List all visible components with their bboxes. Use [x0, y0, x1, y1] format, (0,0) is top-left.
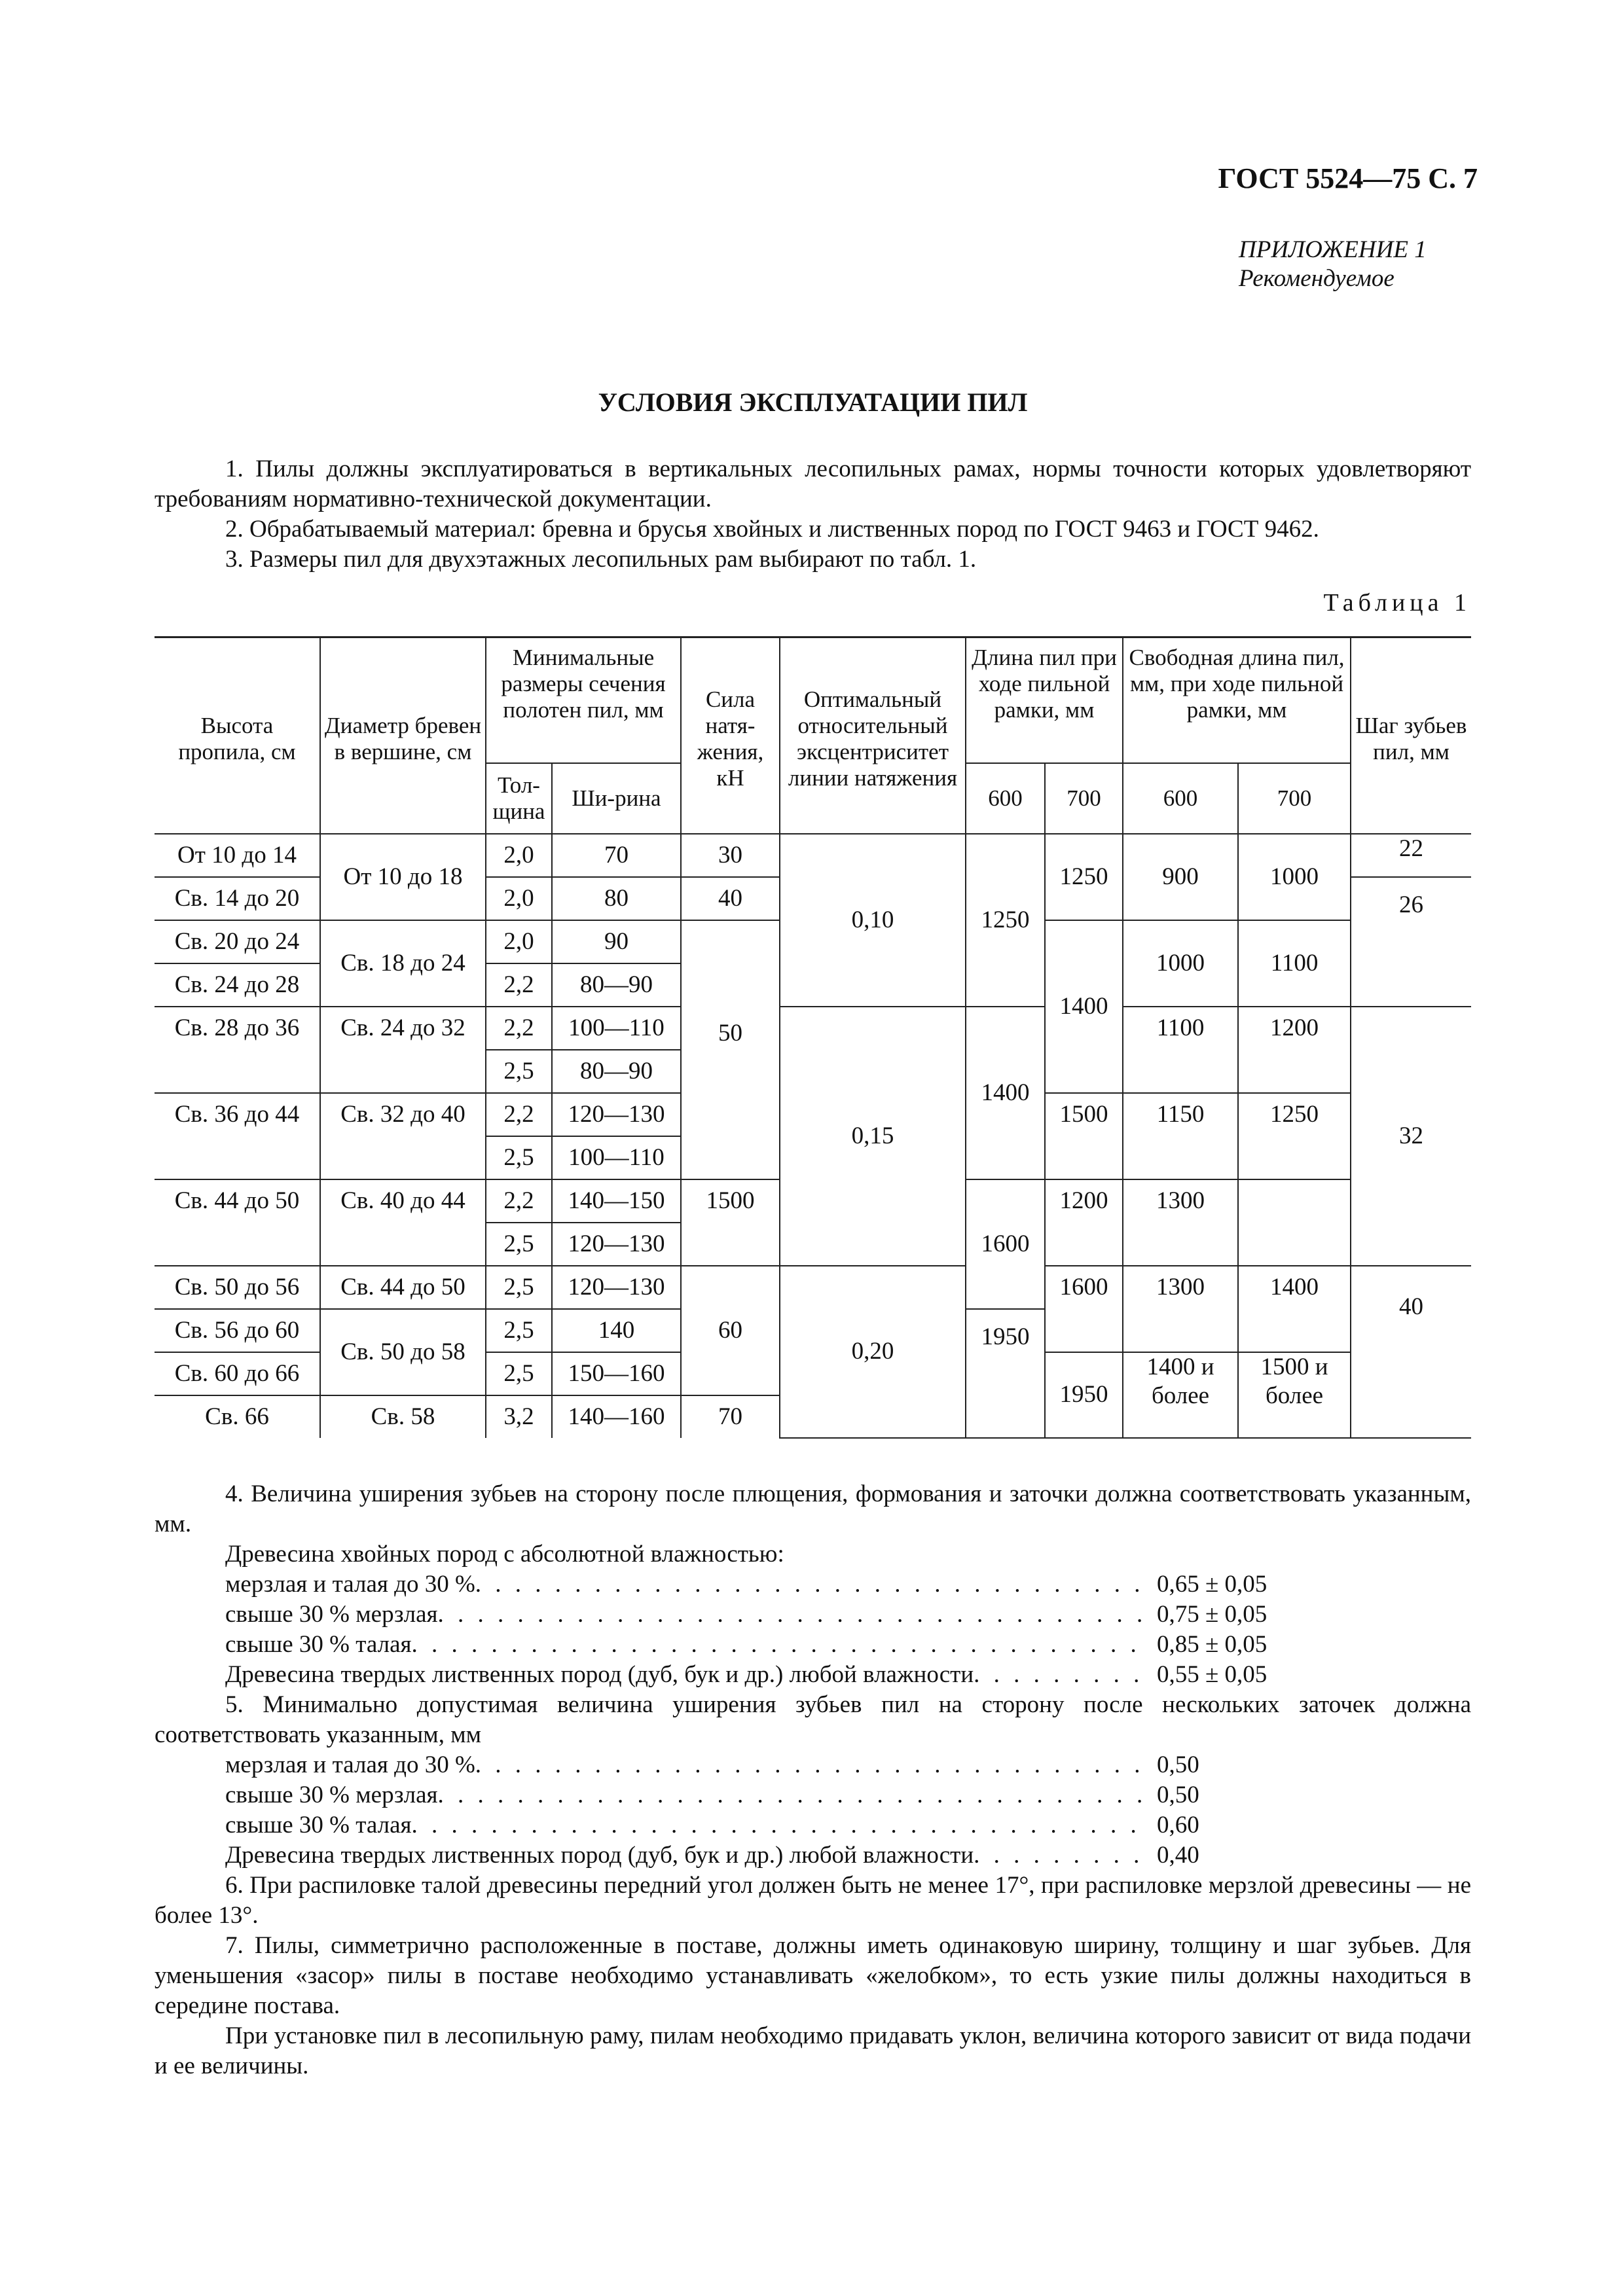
item-value: 0,75 ± 0,05 [1157, 1601, 1267, 1628]
header-free-length: Свободная длина пил, мм, при ходе пильной рамки, мм [1123, 637, 1351, 763]
cell-free-700: 1300 [1123, 1179, 1238, 1266]
leader-dots [475, 1750, 1144, 1780]
leader-dots [974, 1840, 1144, 1871]
appendix-title: ПРИЛОЖЕНИЕ 1 [1239, 236, 1427, 263]
page-header: ГОСТ 5524—75 С. 7 [1218, 162, 1478, 194]
saw-size-table [155, 636, 1471, 1439]
cell-thickness: 3,2 [486, 1395, 552, 1438]
cell-thickness: 2,2 [486, 1007, 552, 1050]
cell-thickness: 2,5 [486, 1352, 552, 1395]
cell-thickness: 2,5 [486, 1223, 552, 1266]
cell-height: Св. 20 до 24 [155, 920, 320, 963]
leader-dots [438, 1600, 1144, 1630]
dotted-line [155, 1750, 1471, 1780]
cell-diameter: Св. 18 до 24 [320, 920, 486, 1007]
cell-eccentricity: 0,15 [780, 1007, 966, 1266]
cell-width: 80—90 [552, 1050, 681, 1093]
item-value: 0,55 ± 0,05 [1157, 1661, 1267, 1688]
paragraph-8: При установке пил в лесопильную раму, пилам необходимо придавать уклон, величина которого зависит от вида подачи и ее величины. [155, 2022, 1471, 2079]
document-title: УСЛОВИЯ ЭКСПЛУАТАЦИИ ПИЛ [598, 387, 1028, 417]
cell-height: Св. 44 до 50 [155, 1179, 320, 1266]
cell-tension: 70 [681, 1395, 780, 1438]
cell-free-600: 1150 [1123, 1093, 1238, 1179]
header-diameter: Диаметр бревен в вершине, см [320, 637, 486, 834]
header-stroke-600: 600 [966, 763, 1045, 834]
dotted-line [155, 1840, 1471, 1871]
leader-dots [438, 1780, 1144, 1810]
cell-width: 90 [552, 920, 681, 963]
dotted-line [155, 1780, 1471, 1810]
item-value: 0,60 [1157, 1812, 1199, 1839]
cell-free-600: 1200 [1045, 1179, 1123, 1266]
paragraph-4-subhead: Древесина хвойных пород с абсолютной влажностью: [225, 1541, 784, 1568]
cell-height: От 10 до 14 [155, 834, 320, 877]
cell-width: 100—110 [552, 1136, 681, 1179]
item-label: свыше 30 % мерзлая [225, 1601, 438, 1628]
cell-diameter: Св. 50 до 58 [320, 1309, 486, 1395]
cell-thickness: 2,5 [486, 1136, 552, 1179]
item-label: свыше 30 % талая [225, 1812, 412, 1839]
cell-width: 120—130 [552, 1266, 681, 1309]
cell-saw-600: 1250 [966, 834, 1045, 1007]
cell-free-600: 1300 [1123, 1266, 1238, 1352]
cell-free-600: 1000 [1123, 920, 1238, 1007]
cell-width: 80—90 [552, 963, 681, 1007]
cell-height: Св. 14 до 20 [155, 877, 320, 920]
leader-dots [412, 1630, 1144, 1660]
cell-width: 140—150 [552, 1179, 681, 1223]
header-saw-length: Длина пил при ходе пильной рамки, мм [966, 637, 1123, 763]
item-label: Древесина твердых лиственных пород (дуб, бук и др.) любой влажности [225, 1842, 974, 1869]
cell-eccentricity: 0,10 [780, 834, 966, 1007]
header-pitch: Шаг зубьев пил, мм [1351, 637, 1471, 834]
header-free-700: 700 [1238, 763, 1351, 834]
cell-height: Св. 56 до 60 [155, 1309, 320, 1352]
cell-width: 140—160 [552, 1395, 681, 1438]
intro-section [155, 454, 1471, 575]
cell-saw-600: 1600 [1045, 1266, 1123, 1352]
item-label: свыше 30 % талая [225, 1631, 412, 1658]
cell-free-700: 1500 и более [1238, 1352, 1351, 1438]
paragraph-1: 1. Пилы должны эксплуатироваться в вертикальных лесопильных рамах, нормы точности которых удовлетворяют требованиям нормативно-технической документации. [155, 456, 1471, 512]
cell-free-600: 1400 и более [1123, 1352, 1238, 1438]
paragraph-7: 7. Пилы, симметрично расположенные в поставе, должны иметь одинаковую ширину, толщину и шаг зубьев. Для уменьшения «засор» пилы в поставе необходимо устанавливать «желобком», то есть узкие пилы должны находиться в середине постава. [155, 1932, 1471, 2019]
paragraph-4: 4. Величина уширения зубьев на сторону после плющения, формования и заточки должна соответствовать указанным, мм. [155, 1480, 1471, 1537]
paragraph-6: 6. При распиловке талой древесины передний угол должен быть не менее 17°, при распиловке мерзлой древесины — не более 13°. [155, 1872, 1471, 1929]
cell-saw-600: 1500 [681, 1179, 780, 1266]
cell-width: 70 [552, 834, 681, 877]
cell-pitch: 22 [1351, 834, 1471, 877]
cell-height: Св. 36 до 44 [155, 1093, 320, 1179]
cell-width: 150—160 [552, 1352, 681, 1395]
cell-thickness: 2,5 [486, 1050, 552, 1093]
cell-eccentricity: 0,20 [780, 1266, 966, 1438]
cell-height: Св. 24 до 28 [155, 963, 320, 1007]
cell-diameter: Св. 44 до 50 [320, 1266, 486, 1309]
cell-height: Св. 60 до 66 [155, 1352, 320, 1395]
cell-width: 100—110 [552, 1007, 681, 1050]
dotted-line [155, 1810, 1471, 1840]
cell-height: Св. 28 до 36 [155, 1007, 320, 1093]
cell-tension: 30 [681, 834, 780, 877]
cell-saw-600: 1950 [1045, 1352, 1123, 1438]
cell-diameter: Св. 40 до 44 [320, 1179, 486, 1266]
cell-saw-700: 1950 [966, 1309, 1045, 1438]
item-label: Древесина твердых лиственных пород (дуб, бук и др.) любой влажности [225, 1661, 974, 1688]
cell-free-600: 1100 [1123, 1007, 1238, 1093]
cell-saw-700: 1250 [1045, 834, 1123, 920]
cell-free-700: 1250 [1238, 1093, 1351, 1179]
cell-tension: 40 [681, 877, 780, 920]
item-label: мерзлая и талая до 30 % [225, 1571, 475, 1598]
cell-thickness: 2,2 [486, 1093, 552, 1136]
leader-dots [974, 1660, 1144, 1690]
cell-saw-600: 1400 [966, 1007, 1045, 1179]
appendix-label [1239, 236, 1427, 293]
paragraph-3: 3. Размеры пил для двухэтажных лесопильных рам выбирают по табл. 1. [225, 546, 977, 573]
cell-diameter: Св. 58 [320, 1395, 486, 1438]
cell-saw-700: 1400 [1045, 920, 1123, 1093]
dotted-line [155, 1570, 1471, 1600]
cell-thickness: 2,2 [486, 963, 552, 1007]
paragraph-5: 5. Минимально допустимая величина уширения зубьев пил на сторону после нескольких заточек должна соответствовать указанным, мм [155, 1691, 1471, 1748]
header-height: Высота пропила, см [155, 637, 320, 834]
header-tension: Сила натя-жения, кН [681, 637, 780, 834]
cell-free-700: 1100 [1238, 920, 1351, 1007]
cell-saw-700: 1600 [966, 1179, 1045, 1309]
cell-pitch: 32 [1351, 1007, 1471, 1266]
cell-thickness: 2,0 [486, 877, 552, 920]
cell-pitch: 40 [1351, 1266, 1471, 1438]
cell-thickness: 2,5 [486, 1266, 552, 1309]
dotted-line [155, 1630, 1471, 1660]
cell-free-700: 1000 [1238, 834, 1351, 920]
header-eccentricity: Оптимальный относительный эксцентриситет линии натяжения [780, 637, 966, 834]
cell-tension: 60 [681, 1266, 780, 1395]
header-min-sizes: Минимальные размеры сечения полотен пил, мм [486, 637, 681, 763]
dotted-line [155, 1600, 1471, 1630]
item-label: мерзлая и талая до 30 % [225, 1751, 475, 1778]
cell-width: 120—130 [552, 1223, 681, 1266]
body-section [155, 1479, 1471, 2081]
cell-pitch: 26 [1351, 877, 1471, 1007]
cell-thickness: 2,2 [486, 1179, 552, 1223]
cell-thickness: 2,5 [486, 1309, 552, 1352]
cell-free-700: 1400 [1238, 1266, 1351, 1352]
item-value: 0,40 [1157, 1842, 1199, 1869]
item-value: 0,65 ± 0,05 [1157, 1571, 1267, 1598]
cell-height: Св. 50 до 56 [155, 1266, 320, 1309]
header-thickness: Тол-щина [486, 763, 552, 834]
cell-diameter: Св. 32 до 40 [320, 1093, 486, 1179]
item-value: 0,50 [1157, 1782, 1199, 1808]
header-width: Ши-рина [552, 763, 681, 834]
cell-thickness: 2,0 [486, 920, 552, 963]
table-caption: Таблица 1 [1323, 589, 1471, 617]
header-stroke-700: 700 [1045, 763, 1123, 834]
paragraph-2: 2. Обрабатываемый материал: бревна и брусья хвойных и лиственных пород по ГОСТ 9463 и ГОСТ 9462. [225, 516, 1319, 543]
item-value: 0,50 [1157, 1751, 1199, 1778]
cell-width: 140 [552, 1309, 681, 1352]
cell-saw-700: 1500 [1045, 1093, 1123, 1179]
cell-width: 80 [552, 877, 681, 920]
cell-free-600: 900 [1123, 834, 1238, 920]
cell-diameter: От 10 до 18 [320, 834, 486, 920]
dotted-line [155, 1660, 1471, 1690]
cell-tension: 50 [681, 920, 780, 1179]
cell-free-700: 1200 [1238, 1007, 1351, 1093]
appendix-subtitle: Рекомендуемое [1239, 265, 1395, 292]
leader-dots [475, 1570, 1144, 1600]
cell-height: Св. 66 [155, 1395, 320, 1438]
cell-width: 120—130 [552, 1093, 681, 1136]
cell-diameter: Св. 24 до 32 [320, 1007, 486, 1093]
header-free-600: 600 [1123, 763, 1238, 834]
item-value: 0,85 ± 0,05 [1157, 1631, 1267, 1658]
item-label: свыше 30 % мерзлая [225, 1782, 438, 1808]
leader-dots [412, 1810, 1144, 1840]
cell-thickness: 2,0 [486, 834, 552, 877]
